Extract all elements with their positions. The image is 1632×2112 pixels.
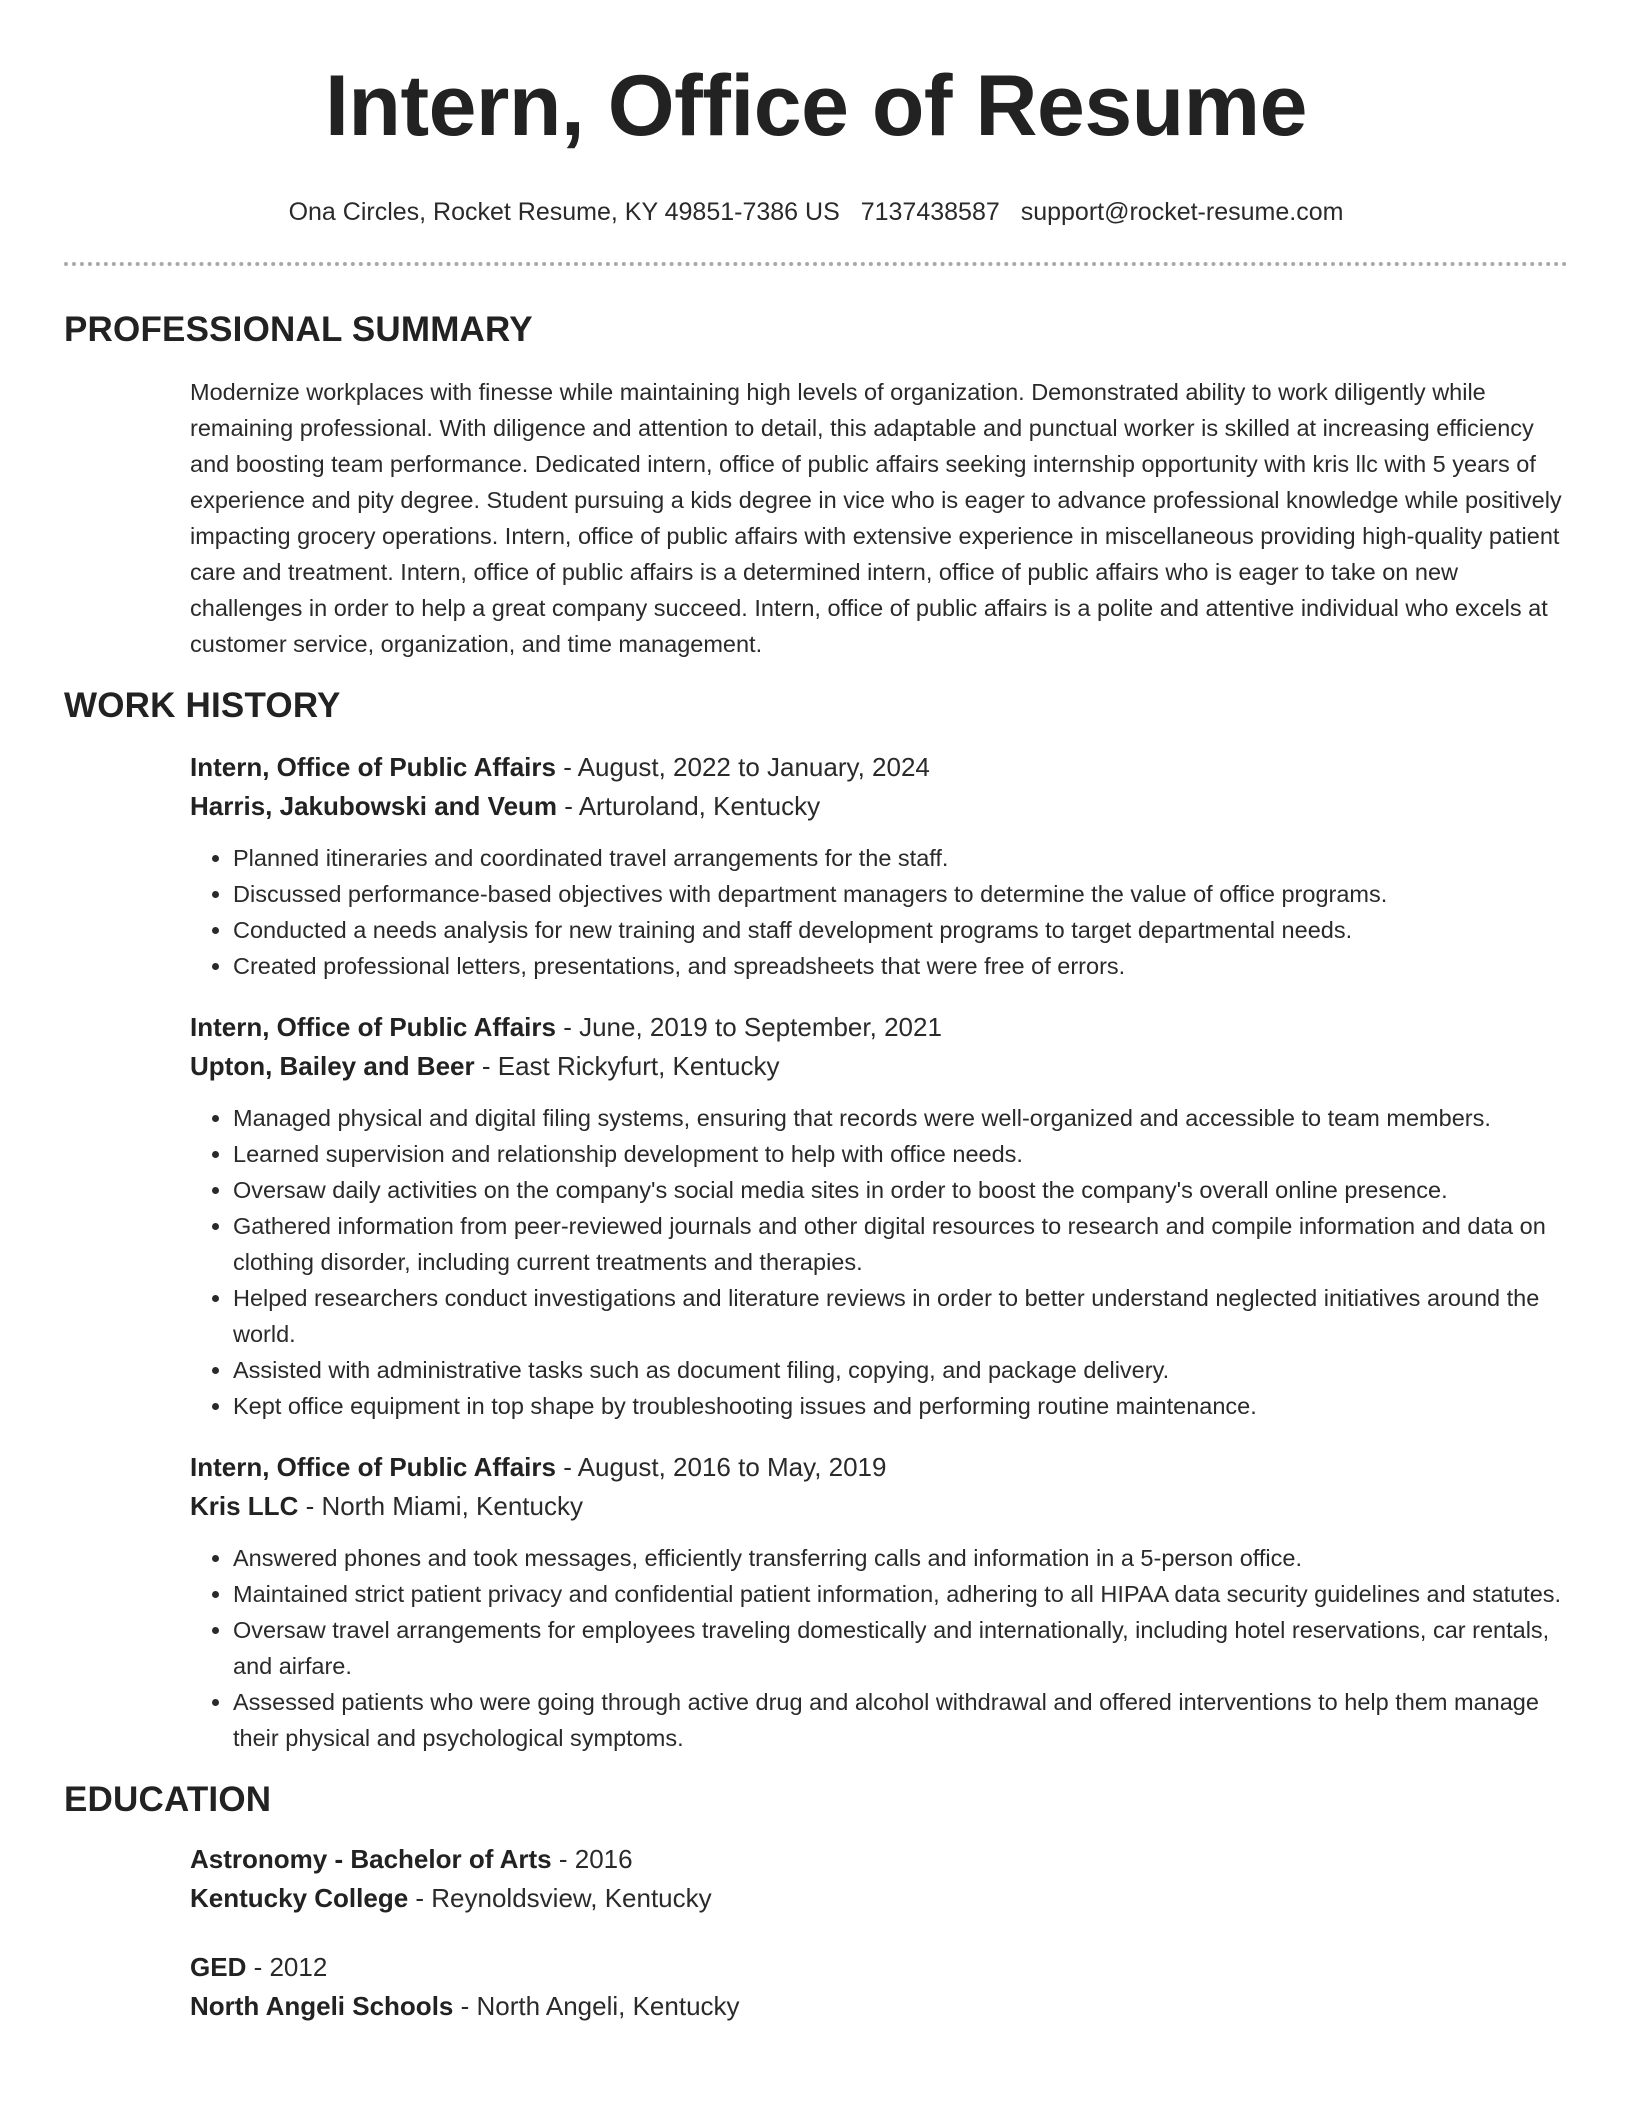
education-year: - 2016 (551, 1844, 633, 1874)
contact-phone: 7137438587 (860, 198, 1000, 226)
job-bullet: • Learned supervision and relationship development to help with office needs. (233, 1136, 1568, 1172)
job-dates: - August, 2016 to May, 2019 (555, 1452, 887, 1482)
job-role: Intern, Office of Public Affairs (190, 1452, 556, 1482)
job-company: Kris LLC (190, 1491, 299, 1521)
education-school-line (190, 1879, 1568, 1918)
job-company: Upton, Bailey and Beer (190, 1051, 475, 1081)
job-role: Intern, Office of Public Affairs (190, 752, 556, 782)
job-location: - North Miami, Kentucky (298, 1491, 583, 1521)
job-role: Intern, Office of Public Affairs (190, 1012, 556, 1042)
job-entry (190, 748, 1568, 984)
job-bullet: • Managed physical and digital filing systems, ensuring that records were well-organized and accessible to team members. (233, 1100, 1568, 1136)
education-school: North Angeli Schools (190, 1991, 454, 2021)
job-role-line (190, 1448, 1568, 1487)
job-bullet: • Gathered information from peer-reviewed journals and other digital resources to research and compile information and data on clothing disorder, including current treatments and therapies. (233, 1208, 1568, 1280)
education-degree-line (190, 1840, 1568, 1879)
education-location: - North Angeli, Kentucky (453, 1991, 740, 2021)
job-company-line (190, 1047, 1568, 1086)
job-location: - Arturoland, Kentucky (557, 791, 821, 821)
job-company-line (190, 787, 1568, 826)
job-bullet: • Planned itineraries and coordinated travel arrangements for the staff. (233, 840, 1568, 876)
job-role-line (190, 748, 1568, 787)
summary-text: Modernize workplaces with finesse while maintaining high levels of organization. Demonstrated ability to work diligently while remaining professional. With diligence and attention to detail, this adaptable and punctual worker is skilled at increasing efficiency and boosting team performance. Dedicated intern, office of public affairs seeking internship opportunity with kris llc with 5 years of experience and pity degree. Student pursuing a kids degree in vice who is eager to advance professional knowledge while positively impacting grocery operations. Intern, office of public affairs with extensive experience in miscellaneous providing high-quality patient care and treatment. Intern, office of public affairs is a determined intern, office of public affairs who is eager to take on new challenges in order to help a great company succeed. Intern, office of public affairs is a polite and attentive individual who excels at customer service, organization, and time management. (190, 379, 1562, 657)
candidate-name: Intern, Office of Resume (325, 58, 1307, 154)
job-company-line (190, 1487, 1568, 1526)
job-bullet: • Oversaw travel arrangements for employees traveling domestically and internationally, including hotel reservations, car rentals, and airfare. (233, 1612, 1568, 1684)
education-degree: Astronomy - Bachelor of Arts (190, 1844, 552, 1874)
education-location: - Reynoldsview, Kentucky (408, 1883, 712, 1913)
summary-title: PROFESSIONAL SUMMARY (64, 310, 533, 349)
education-degree: GED (190, 1952, 247, 1982)
education-section (190, 1840, 1568, 2026)
work-history-title: WORK HISTORY (64, 686, 341, 725)
job-bullets (190, 840, 1568, 984)
job-bullets (190, 1540, 1568, 1756)
education-title: EDUCATION (64, 1780, 272, 1819)
job-company: Harris, Jakubowski and Veum (190, 791, 558, 821)
job-entry (190, 1008, 1568, 1424)
education-entry (190, 1840, 1568, 1918)
job-bullet: • Maintained strict patient privacy and confidential patient information, adhering to all HIPAA data security guidelines and statutes. (233, 1576, 1568, 1612)
education-entry (190, 1948, 1568, 2026)
job-entry (190, 1448, 1568, 1756)
contact-line (0, 196, 1632, 228)
summary-section (190, 374, 1568, 662)
job-bullet: • Assisted with administrative tasks such as document filing, copying, and package delivery. (233, 1352, 1568, 1388)
education-year: - 2012 (246, 1952, 328, 1982)
education-degree-line (190, 1948, 1568, 1987)
job-bullet: • Assessed patients who were going through active drug and alcohol withdrawal and offered interventions to help them manage their physical and psychological symptoms. (233, 1684, 1568, 1756)
job-bullet: • Conducted a needs analysis for new training and staff development programs to target departmental needs. (233, 912, 1568, 948)
education-school: Kentucky College (190, 1883, 409, 1913)
job-location: - East Rickyfurt, Kentucky (474, 1051, 780, 1081)
job-bullet: • Answered phones and took messages, efficiently transferring calls and information in a 5-person office. (233, 1540, 1568, 1576)
job-bullets (190, 1100, 1568, 1424)
job-dates: - August, 2022 to January, 2024 (555, 752, 930, 782)
job-dates: - June, 2019 to September, 2021 (555, 1012, 942, 1042)
job-bullet: • Helped researchers conduct investigations and literature reviews in order to better understand neglected initiatives around the world. (233, 1280, 1568, 1352)
job-role-line (190, 1008, 1568, 1047)
contact-address: Ona Circles, Rocket Resume, KY 49851-7386 US (288, 198, 840, 226)
job-bullet: • Discussed performance-based objectives with department managers to determine the value of office programs. (233, 876, 1568, 912)
job-bullet: • Oversaw daily activities on the company's social media sites in order to boost the company's overall online presence. (233, 1172, 1568, 1208)
education-school-line (190, 1987, 1568, 2026)
header-divider (64, 262, 1568, 266)
work-history-section (190, 748, 1568, 1756)
job-bullet: • Kept office equipment in top shape by troubleshooting issues and performing routine maintenance. (233, 1388, 1568, 1424)
contact-email: support@rocket-resume.com (1020, 198, 1344, 226)
job-bullet: • Created professional letters, presentations, and spreadsheets that were free of errors. (233, 948, 1568, 984)
